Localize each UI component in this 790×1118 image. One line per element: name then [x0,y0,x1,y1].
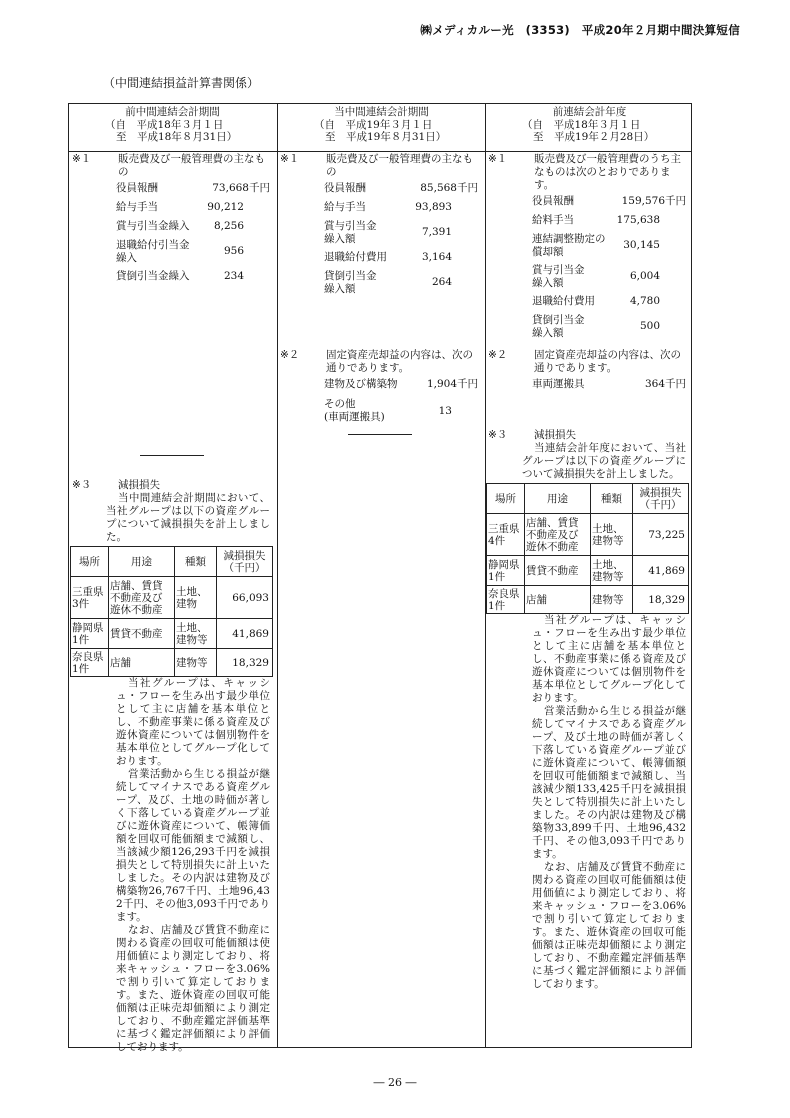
note-2 [486,349,690,394]
impairment-table [486,483,689,614]
expense-row: 貸倒引当金繰入 234 [116,270,244,282]
note-text: 固定資産売却益の内容は、次の通りであります。 [534,349,681,374]
note-marker: ※２ [488,349,508,361]
th-type: 種類 [591,484,633,514]
column-header-prior-year [486,106,693,144]
th-type: 種類 [175,547,217,577]
note-marker: ※３ [72,479,92,491]
note-marker: ※１ [72,153,92,165]
table-row: 三重県 4件 店舗、賃貸 不動産及び 遊休不動産 土地、 建物等 73,225 [487,514,689,556]
expense-row: 役員報酬 159,576千円 [532,195,686,207]
th-loss: 減損損失 （千円） [217,547,273,577]
th-location: 場所 [487,484,525,514]
expense-row: 退職給付費用 3,164 [324,251,452,263]
th-use: 用途 [109,547,175,577]
column-header-prior-interim [69,106,276,144]
note-marker: ※１ [488,153,508,165]
expense-row: 役員報酬 73,668千円 [116,182,270,194]
column-header-current-interim [278,106,485,144]
column-prior-interim [70,153,274,1053]
note-1 [486,153,690,192]
header-divider [69,151,691,152]
period-from: （自 平成19年３月１日 [314,118,433,131]
expense-row: 退職給付引当金 繰入 956 [116,238,244,264]
impairment-paragraph-1: 当社グループは、キャッシュ・フローを生み出す最少単位として主に店舗を基本単位とし、不動産事業に係る資産及び遊休資産については個別物件を基本単位としてグループ化しております。 [116,677,270,767]
expense-row: 貸倒引当金 繰入額 500 [532,313,660,339]
period-from: （自 平成18年３月１日 [105,118,224,131]
note-1 [70,153,274,179]
notes-table [68,103,692,1053]
table-row: 静岡県 1件 賃貸不動産 土地、 建物等 41,869 [71,619,273,649]
expense-row: 給料手当 175,638 [532,214,660,226]
expense-row: 役員報酬 85,568千円 [324,182,478,194]
expense-row: 賞与引当金繰入 8,256 [116,220,244,232]
period-from: （自 平成18年３月１日 [522,118,641,131]
empty-dash [140,455,204,456]
empty-dash [348,434,412,435]
impairment-paragraph-1: 当社グループは、キャッシュ・フローを生み出す最少単位として主に店舗を基本単位とし、不動産事業に係る資産及び遊休資産については個別物件を基本単位としてグループ化しております。 [532,614,686,704]
note-marker: ※３ [488,429,508,441]
expense-row: 貸倒引当金 繰入額 264 [324,269,452,295]
column-title: 当中間連結会計期間 [334,106,429,118]
note-text: 固定資産売却益の内容は、次の通りであります。 [326,349,473,374]
table-row: 三重県 3件 店舗、賃貸 不動産及び 遊休不動産 土地、 建物 66,093 [71,577,273,619]
note-text: 販売費及び一般管理費の主なもの [326,153,473,178]
period-to: 至 平成19年８月31日） [325,131,447,143]
gain-row: 車両運搬具 364千円 [532,378,686,390]
note-text: 販売費及び一般管理費のうち主なものは次のとおりであります。 [534,153,681,191]
table-row: 奈良県 1件 店舗 建物等 18,329 [487,586,689,614]
note-marker: ※２ [280,349,300,361]
th-location: 場所 [71,547,109,577]
note-marker: ※１ [280,153,300,165]
table-row: 静岡県 1件 賃貸不動産 土地、 建物等 41,869 [487,556,689,586]
period-to: 至 平成19年２月28日） [533,131,655,143]
section-title: （中間連結損益計算書関係） [103,76,260,90]
period-to: 至 平成18年８月31日） [116,131,238,143]
impairment-paragraph-3: なお、店舗及び賃貸不動産に関わる資産の回収可能価額は使用価値により測定しており、将来キャッシュ・フローを3.06%で割り引いて算定しております。また、遊休資産の回収可能価額は正味売却価額により測定しており、不動産鑑定評価基準に基づく鑑定評価額により評価しております。 [116,924,270,1053]
page-number: ― 26 ― [373,1076,417,1089]
expense-row: 賞与引当金 繰入額 7,391 [324,219,452,245]
column-title: 前中間連結会計期間 [125,106,220,118]
expense-row: 連結調整勘定の 償却額 30,145 [532,232,660,258]
note-3 [486,429,690,991]
expense-row: 給与手当 90,212 [116,201,244,213]
document-header: ㈱メディカルー光 (3353) 平成20年２月期中間決算短信 [420,23,740,37]
impairment-paragraph-2: 営業活動から生じる損益が継続してマイナスである資産グループ、及び土地の時価が著しく下落している資産グループ並びに遊休資産について、帳簿価額を回収可能価額まで減額し、当該減少額133,425千円を減損損失として特別損失に計上いたしました。その内訳は建物及び構築物33,899千円、土地96,432千円、その他3,093千円であります。 [532,705,686,860]
note-2-empty [70,455,274,456]
note-title: 減損損失 [534,429,576,441]
column-prior-year [486,153,690,990]
column-current-interim [278,153,482,423]
impairment-paragraph-2: 営業活動から生じる損益が継続してマイナスである資産グループ、及び、土地の時価が著しく下落している資産グループ並びに遊休資産について、帳簿価額を回収可能価額まで減額し、当該減少額126,293千円を減損損失として特別損失に計上いたしました。その内訳は建物及び構築物26,767千円、土地96,432千円、その他3,093千円であります。 [116,768,270,923]
impairment-paragraph-3: なお、店舗及び賃貸不動産に関わる資産の回収可能価額は使用価値により測定しており、将来キャッシュ・フローを3.06%で割り引いて算定しております。また、遊休資産の回収可能価額は正味売却価額により測定しており、不動産鑑定評価基準に基づく鑑定評価額により評価しております。 [532,861,686,990]
th-loss: 減損損失 （千円） [633,484,689,514]
impairment-intro: 当連結会計年度において、当社グループは以下の資産グループについて減損損失を計上しました。 [522,442,686,480]
note-3-empty [278,434,482,435]
column-title: 前連結会計年度 [552,106,627,118]
th-use: 用途 [525,484,591,514]
impairment-intro: 当中間連結会計期間において、当社グループは以下の資産グループについて減損損失を計上しました。 [106,492,270,543]
expense-row: 賞与引当金 繰入額 6,004 [532,263,660,289]
note-title: 減損損失 [118,479,160,491]
expense-row: 退職給付費用 4,780 [532,295,660,307]
gain-row: その他 (車両運搬具) 13 [324,398,452,423]
note-2 [278,349,482,428]
impairment-table [70,546,273,677]
note-text: 販売費及び一般管理費の主なもの [118,153,265,178]
note-1 [278,153,482,179]
expense-row: 給与手当 93,893 [324,201,452,213]
gain-row: 建物及び構築物 1,904千円 [324,378,478,390]
table-row: 奈良県 1件 店舗 建物等 18,329 [71,649,273,677]
note-3 [70,479,274,1054]
